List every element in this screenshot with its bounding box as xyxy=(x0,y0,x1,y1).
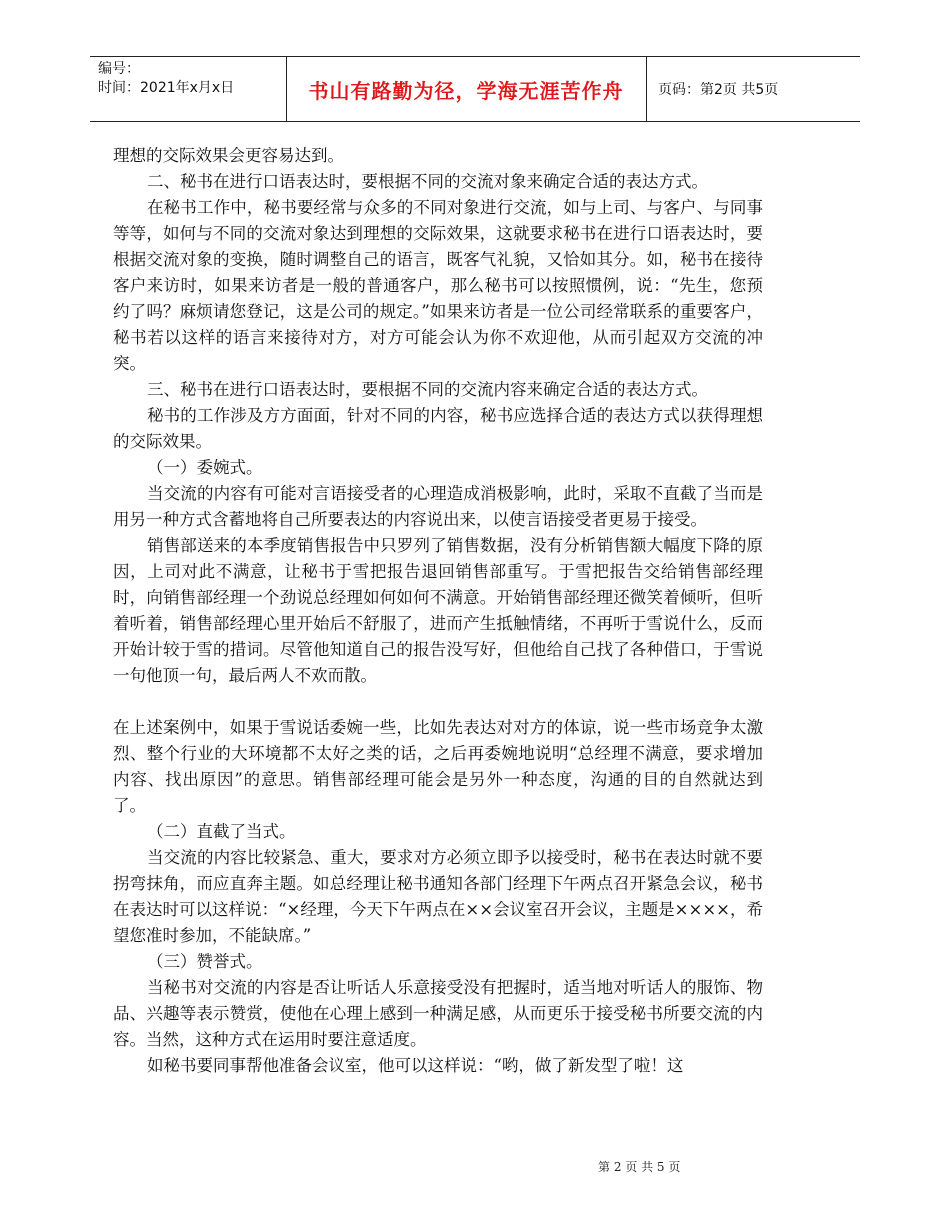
header-meta xyxy=(98,60,234,98)
section-heading-3: 三、秘书在进行口语表达时，要根据不同的交流内容来确定合适的表达方式。 xyxy=(147,380,708,399)
subheading-praise: （三）赞誉式。 xyxy=(147,952,263,971)
paragraph: 当秘书对交流的内容是否让听话人乐意接受没有把握时，适当地对听话人的服饰、物品、兴趣等表示赞赏，使他在心理上感到一种满足感，从而更乐于接受秘书所要交流的内容。当然，这种方式在运用时要注意适度。 xyxy=(113,978,763,1049)
document-body xyxy=(113,143,763,1079)
paragraph-case: 销售部送来的本季度销售报告中只罗列了销售数据，没有分析销售额大幅度下降的原因，上司对此不满意，让秘书于雪把报告退回销售部重写。于雪把报告交给销售部经理时，向销售部经理一个劲说总经理如何如何不满意。开始销售部经理还微笑着倾听，但听着听着，销售部经理心里开始后不舒服了，进而产生抵触情绪，不再听于雪说什么，反而开始计较于雪的措词。尽管他知道自己的报告没写好，但他给自己找了各种借口，于雪说一句他顶一句，最后两人不欢而散。 xyxy=(113,536,763,685)
header-page-number: 页码：第2页 共5页 xyxy=(658,82,779,98)
paragraph-case-analysis: 在上述案例中，如果于雪说话委婉一些，比如先表达对对方的体谅，说一些市场竞争太激烈、整个行业的大环境都不太好之类的话，之后再委婉地说明“总经理不满意，要求增加内容、找出原因”的意思。销售部经理可能会是另外一种态度，沟通的目的自然就达到了。 xyxy=(113,718,763,815)
paragraph: 在秘书工作中，秘书要经常与众多的不同对象进行交流，如与上司、与客户、与同事等等，如何与不同的交流对象达到理想的交际效果，这就要求秘书在进行口语表达时，要根据交流对象的变换，随时调整自己的语言，既客气礼貌，又恰如其分。如，秘书在接待客户来访时，如果来访者是一般的普通客户，那么秘书可以按照惯例，说：“先生，您预约了吗？麻烦请您登记，这是公司的规定。”如果来访者是一位公司经常联系的重要客户，秘书若以这样的语言来接待对方，对方可能会认为你不欢迎他，从而引起双方交流的冲突。 xyxy=(113,198,763,373)
subheading-euphemistic: （一）委婉式。 xyxy=(147,458,263,477)
paragraph: 当交流的内容比较紧急、重大，要求对方必须立即予以接受时，秘书在表达时就不要拐弯抹角，而应直奔主题。如总经理让秘书通知各部门经理下午两点召开紧急会议，秘书在表达时可以这样说：“×经理，今天下午两点在××会议室召开会议，主题是××××，希望您准时参加，不能缺席。” xyxy=(113,848,763,945)
header-motto: 书山有路勤为径，学海无涯苦作舟 xyxy=(308,78,624,103)
subheading-direct: （二）直截了当式。 xyxy=(147,822,296,841)
document-number-label: 编号： xyxy=(98,61,140,77)
page-footer: 第 2 页 共 5 页 xyxy=(598,1160,681,1174)
paragraph-truncated: 如秘书要同事帮他准备会议室，他可以这样说：“哟，做了新发型了啦！这 xyxy=(147,1056,684,1075)
paragraph: 当交流的内容有可能对言语接受者的心理造成消极影响，此时，采取不直截了当而是用另一种方式含蓄地将自己所要表达的内容说出来，以使言语接受者更易于接受。 xyxy=(113,484,763,529)
header-divider-right xyxy=(646,57,647,121)
section-heading-2: 二、秘书在进行口语表达时，要根据不同的交流对象来确定合适的表达方式。 xyxy=(147,172,708,191)
page-header xyxy=(90,56,860,122)
paragraph-continuation: 理想的交际效果会更容易达到。 xyxy=(113,146,344,165)
paragraph: 秘书的工作涉及方方面面，针对不同的内容，秘书应选择合适的表达方式以获得理想的交际效果。 xyxy=(113,406,763,451)
document-date-label: 时间：2021年x月x日 xyxy=(98,80,235,96)
